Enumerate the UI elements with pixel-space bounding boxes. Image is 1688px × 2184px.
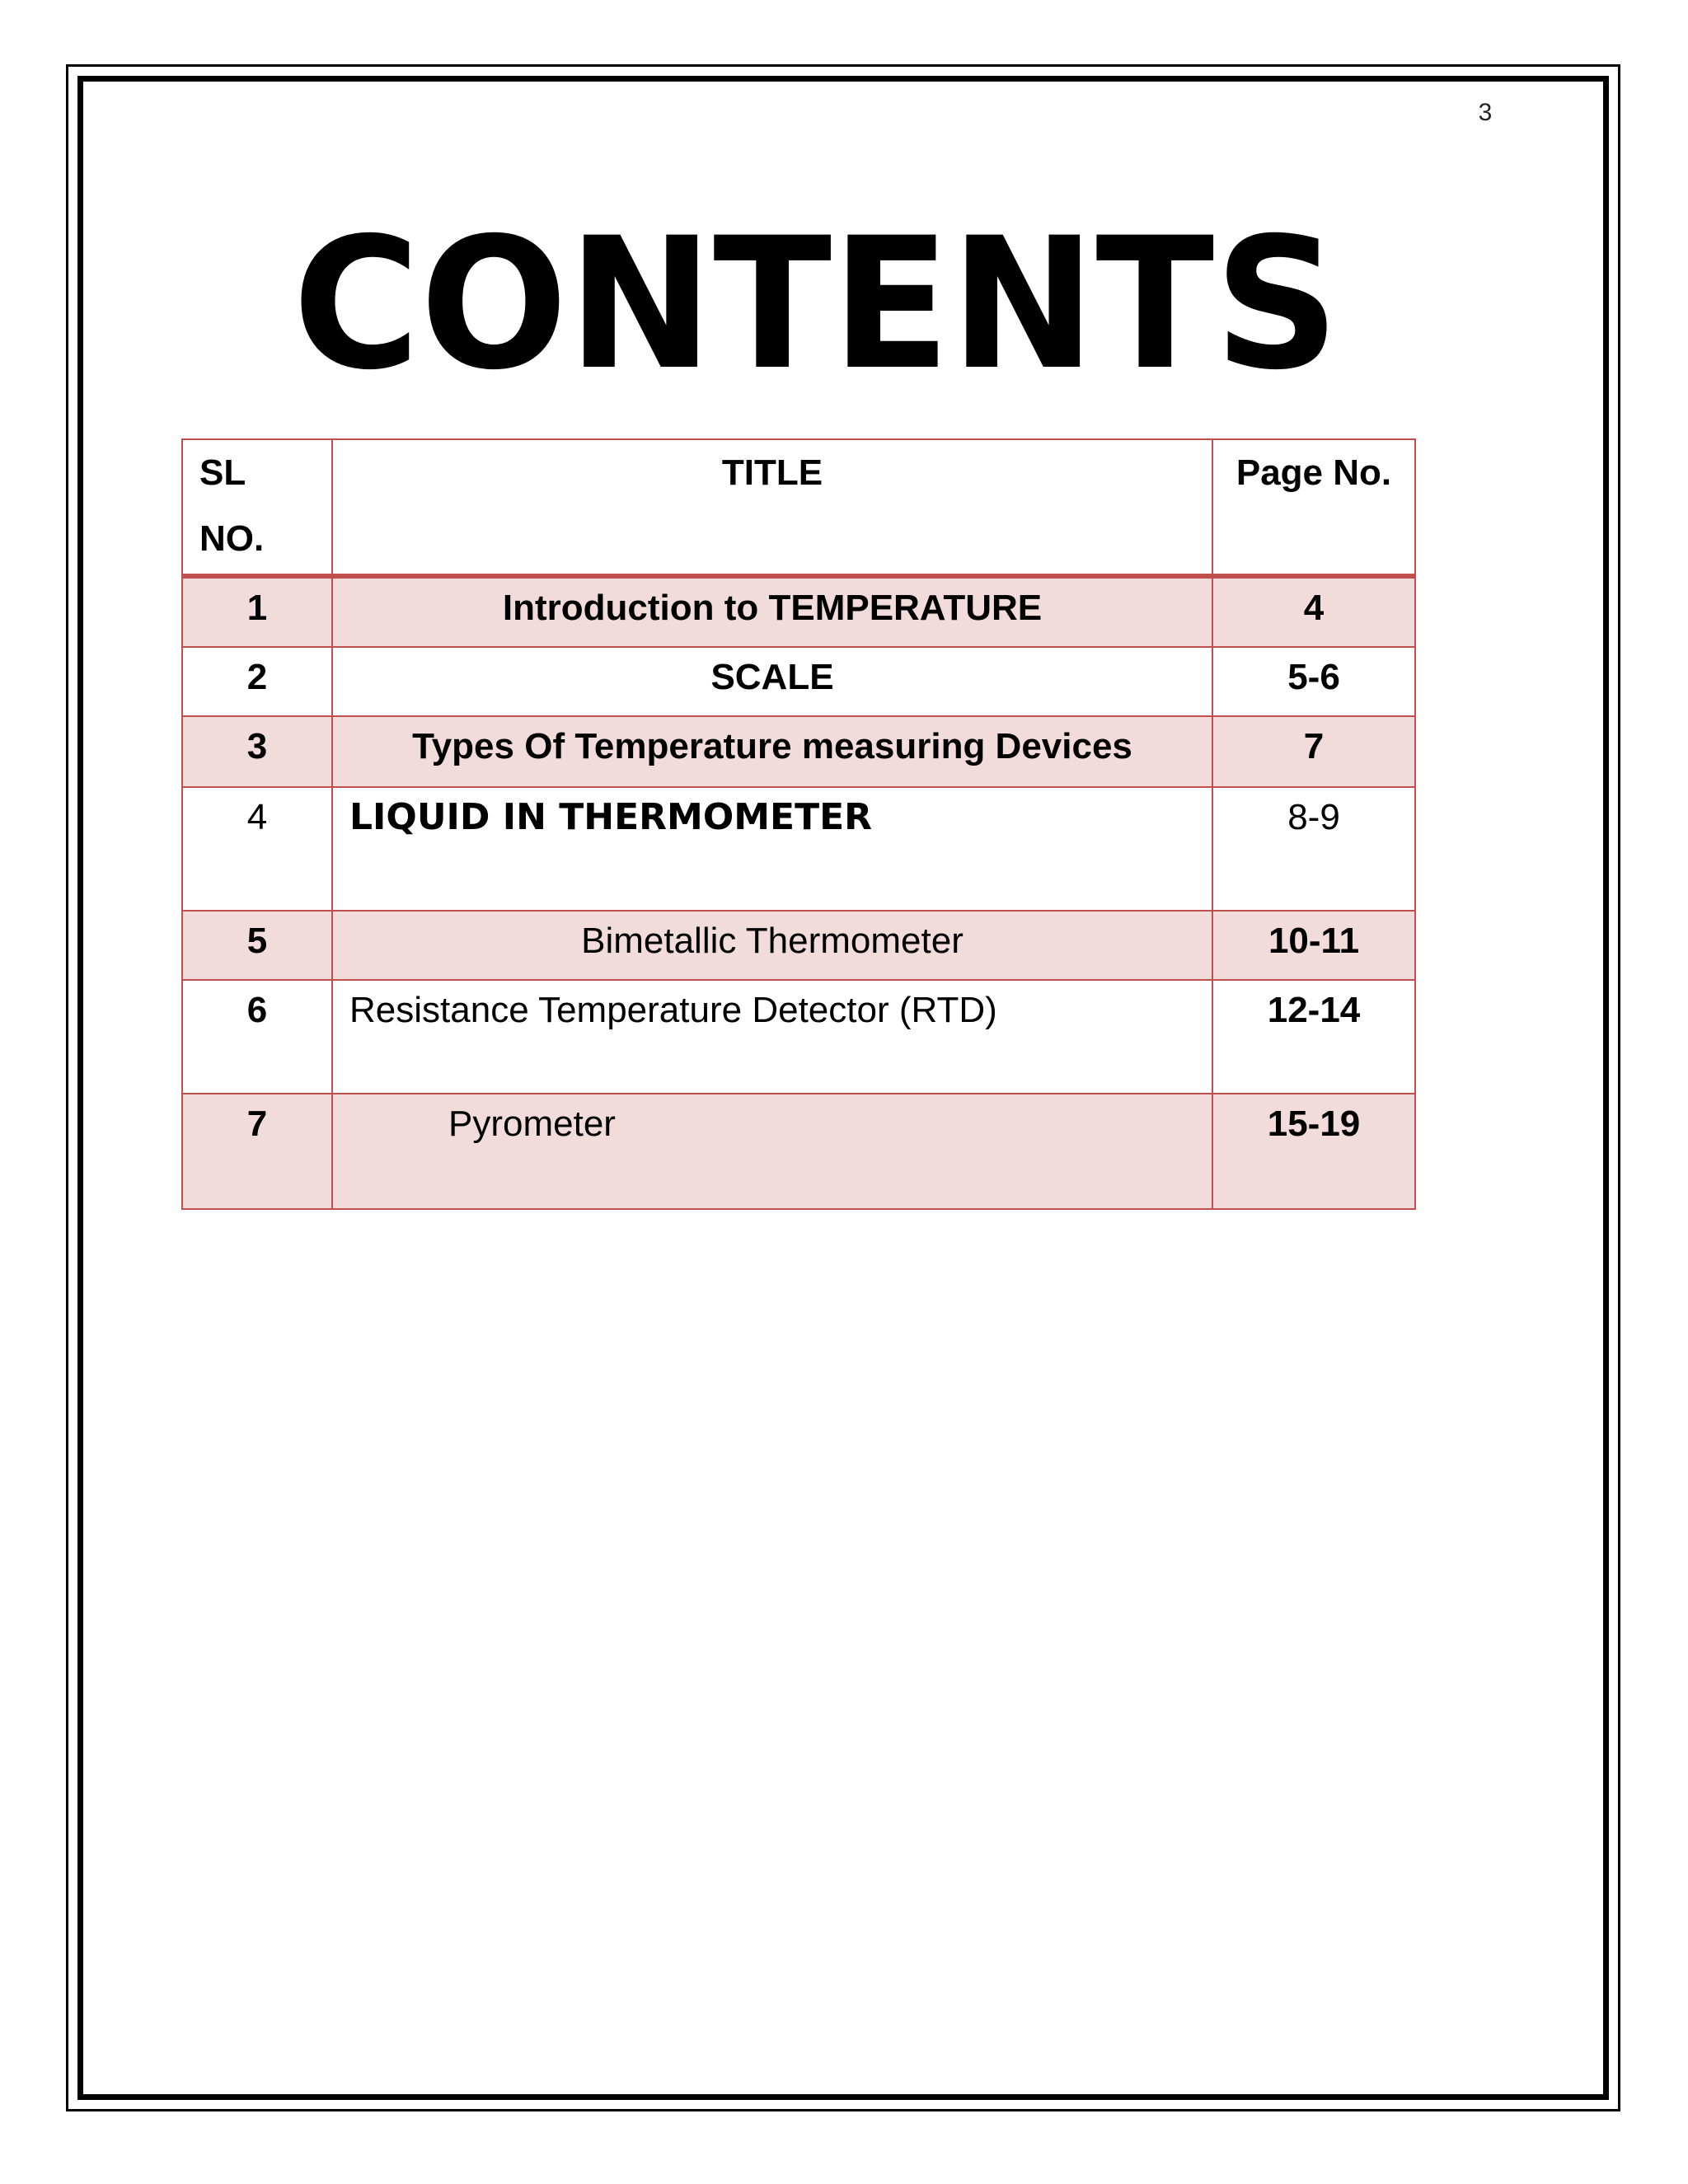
row-page: 4 <box>1212 576 1415 647</box>
row-page: 15-19 <box>1212 1094 1415 1209</box>
row-title: LIQUID IN THERMOMETER <box>332 787 1212 911</box>
page-number: 3 <box>1478 99 1493 126</box>
table-row <box>182 716 1415 787</box>
header-page-no: Page No. <box>1212 439 1415 576</box>
row-title: Introduction to TEMPERATURE <box>332 576 1212 647</box>
contents-wordart <box>280 206 1352 396</box>
row-number: 4 <box>182 787 332 911</box>
table-row <box>182 1094 1415 1209</box>
header-sl-line1: SL <box>199 452 246 493</box>
row-page: 12-14 <box>1212 980 1415 1094</box>
table-header-row <box>182 439 1415 576</box>
row-number: 1 <box>182 576 332 647</box>
row-title: SCALE <box>332 647 1212 716</box>
row-title: Bimetallic Thermometer <box>332 911 1212 980</box>
table-row <box>182 647 1415 716</box>
row-page: 5-6 <box>1212 647 1415 716</box>
row-number: 3 <box>182 716 332 787</box>
header-sl-no <box>182 439 332 576</box>
header-sl-line2: NO. <box>199 518 265 559</box>
row-page: 7 <box>1212 716 1415 787</box>
row-number: 7 <box>182 1094 332 1209</box>
table-row <box>182 787 1415 911</box>
contents-heading <box>280 206 1352 396</box>
contents-heading-text: CONTENTS <box>293 206 1339 396</box>
table-row <box>182 576 1415 647</box>
row-number: 5 <box>182 911 332 980</box>
table-row <box>182 980 1415 1094</box>
row-number: 2 <box>182 647 332 716</box>
contents-table <box>181 438 1416 1210</box>
row-title: Types Of Temperature measuring Devices <box>332 716 1212 787</box>
row-number: 6 <box>182 980 332 1094</box>
row-page: 10-11 <box>1212 911 1415 980</box>
row-title: Resistance Temperature Detector (RTD) <box>332 980 1212 1094</box>
row-page: 8-9 <box>1212 787 1415 911</box>
table-row <box>182 911 1415 980</box>
header-title: TITLE <box>332 439 1212 576</box>
row-title: Pyrometer <box>332 1094 1212 1209</box>
